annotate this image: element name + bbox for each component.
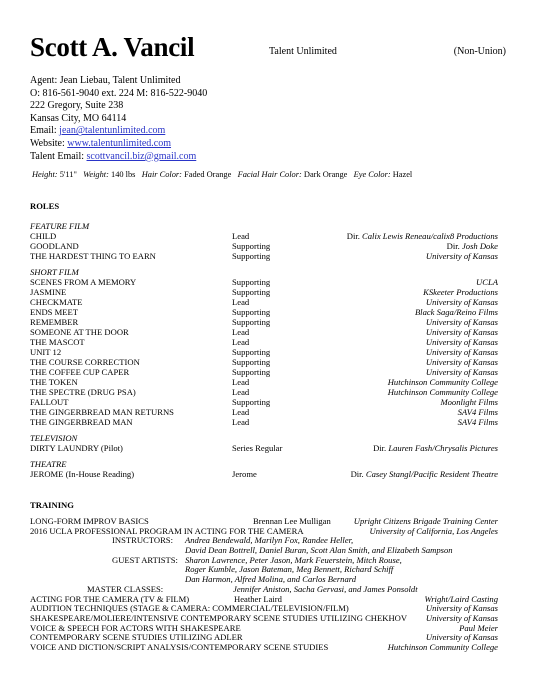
director-name: University of Kansas — [425, 251, 498, 261]
training-place: University of California, Los Angeles — [369, 525, 498, 536]
director-name: University of Kansas — [425, 337, 498, 347]
role-row — [30, 251, 506, 261]
role-type: Supporting — [232, 307, 271, 317]
weight-value: 140 lbs — [111, 170, 136, 179]
role-title: THE SPECTRE (DRUG PSA) — [30, 387, 136, 397]
facial-hair-value: Dark Orange — [303, 170, 348, 179]
role-director — [347, 231, 498, 241]
training-place: Hutchinson Community College — [387, 641, 498, 652]
role-type: Lead — [232, 337, 250, 347]
role-row — [30, 337, 506, 347]
role-director — [476, 277, 498, 287]
director-name: University of Kansas — [425, 297, 498, 307]
talent-email-line — [30, 151, 207, 164]
training-title: VOICE AND DICTION/SCRIPT ANALYSIS/CONTEMPORARY SCENE STUDIES — [30, 641, 329, 652]
training-instructor: Heather Laird — [234, 593, 282, 604]
director-name: SAV4 Films — [457, 417, 498, 427]
instructors-label: INSTRUCTORS: — [112, 535, 173, 546]
agency-name: Talent Unlimited — [269, 46, 337, 57]
role-type: Supporting — [232, 251, 271, 261]
guests-names: Roger Kumble, Jason Bateman, Meg Bennett, Richard Schiff — [185, 564, 394, 575]
training-title: ACTING FOR THE CAMERA (TV & FILM) — [30, 593, 190, 604]
role-title: JEROME (In-House Reading) — [30, 469, 135, 479]
master-label: MASTER CLASSES: — [87, 583, 164, 594]
role-type: Supporting — [232, 277, 271, 287]
role-row — [30, 387, 506, 397]
hair-value: Faded Orange — [184, 170, 232, 179]
role-director — [447, 241, 498, 251]
director-name: University of Kansas — [425, 357, 498, 367]
training-instructor: Brennan Lee Mulligan — [253, 516, 331, 526]
role-type: Supporting — [232, 397, 271, 407]
director-name: Casey Stangl/Pacific Resident Theatre — [365, 469, 498, 479]
role-type: Lead — [232, 417, 250, 427]
email-label: Email: — [30, 125, 60, 137]
role-category: FEATURE FILM — [30, 221, 90, 231]
email-line — [30, 125, 207, 138]
role-row — [30, 377, 506, 387]
role-director — [426, 357, 498, 367]
role-row — [30, 347, 506, 357]
role-title: FALLOUT — [30, 397, 69, 407]
director-name: Josh Doke — [461, 241, 498, 251]
director-name: University of Kansas — [425, 327, 498, 337]
role-type: Supporting — [232, 367, 271, 377]
training-title: AUDITION TECHNIQUES (STAGE & CAMERA: COMMERCIAL/TELEVISION/FILM) — [30, 603, 349, 614]
role-title: CHECKMATE — [30, 297, 83, 307]
director-name: SAV4 Films — [457, 407, 498, 417]
union-status: (Non-Union) — [453, 46, 506, 57]
role-type: Lead — [232, 297, 250, 307]
role-type: Lead — [232, 231, 250, 241]
role-title: THE HARDEST THING TO EARN — [30, 251, 156, 261]
training-list — [30, 517, 506, 653]
role-title: GOODLAND — [30, 241, 79, 251]
role-title: THE COFFEE CUP CAPER — [30, 367, 130, 377]
hair-label: Hair Color: — [141, 170, 182, 179]
role-type: Lead — [232, 327, 250, 337]
director-prefix: Dir. — [373, 443, 389, 453]
role-title: UNIT 12 — [30, 347, 62, 357]
role-director — [426, 251, 498, 261]
role-row — [30, 397, 506, 407]
role-director — [415, 307, 498, 317]
role-type: Supporting — [232, 347, 271, 357]
role-director — [426, 367, 498, 377]
role-type: Supporting — [232, 287, 271, 297]
agent-line: Agent: Jean Liebau, Talent Unlimited — [30, 75, 181, 86]
role-director — [426, 327, 498, 337]
training-heading: TRAINING — [30, 500, 74, 510]
director-prefix: Dir. — [350, 469, 366, 479]
role-type: Lead — [232, 377, 250, 387]
website-link[interactable]: www.talentunlimited.com — [67, 137, 172, 149]
role-title: THE COURSE CORRECTION — [30, 357, 140, 367]
role-title: THE TOKEN — [30, 377, 78, 387]
roles-heading: ROLES — [30, 201, 60, 211]
role-type: Lead — [232, 387, 250, 397]
director-prefix: Dir. — [446, 241, 462, 251]
role-director — [426, 347, 498, 357]
email-link[interactable]: jean@talentunlimited.com — [59, 125, 166, 137]
director-name: KSkeeter Productions — [423, 287, 498, 297]
director-name: Hutchinson Community College — [387, 387, 498, 397]
training-place: University of Kansas — [425, 612, 498, 623]
instructors-names: David Dean Bottrell, Daniel Buran, Scott Alan Smith, and Elizabeth Sampson — [185, 545, 453, 556]
role-director — [440, 397, 498, 407]
height-label: Height: — [32, 170, 58, 179]
address-line-1: 222 Gregory, Suite 238 — [30, 100, 124, 112]
role-director — [351, 469, 498, 479]
director-name: University of Kansas — [425, 367, 498, 377]
director-prefix: Dir. — [346, 231, 363, 241]
roles-list — [30, 221, 506, 479]
master-names: Jennifer Aniston, Sacha Gervasi, and James Ponsoldt — [233, 583, 418, 594]
role-type: Lead — [232, 407, 250, 417]
role-title: SCENES FROM A MEMORY — [30, 277, 137, 287]
role-title: ENDS MEET — [30, 307, 78, 317]
role-category: SHORT FILM — [30, 267, 79, 277]
role-row — [30, 297, 506, 307]
role-title: SOMEONE AT THE DOOR — [30, 327, 129, 337]
training-title: VOICE & SPEECH FOR ACTORS WITH SHAKESPEARE — [30, 622, 241, 633]
role-title: THE MASCOT — [30, 337, 85, 347]
role-type: Jerome — [232, 469, 257, 479]
training-rows — [30, 595, 506, 653]
director-name: Calix Lewis Reneau/calix8 Productions — [362, 231, 498, 241]
role-row — [30, 443, 506, 453]
training-place: Wright/Laird Casting — [424, 593, 498, 604]
role-title: DIRTY LAUNDRY (Pilot) — [30, 443, 123, 453]
role-row — [30, 287, 506, 297]
role-type: Supporting — [232, 317, 271, 327]
director-name: Black Saga/Reino Films — [414, 307, 498, 317]
training-place: University of Kansas — [425, 603, 498, 614]
role-row — [30, 241, 506, 251]
training-title: CONTEMPORARY SCENE STUDIES UTILIZING ADLER — [30, 632, 243, 643]
role-row — [30, 307, 506, 317]
director-name: Lauren Fash/Chrysalis Pictures — [388, 443, 498, 453]
guests-names: Dan Harmon, Alfred Molina, and Carlos Bernard — [185, 574, 357, 585]
guests-names: Sharon Lawrence, Peter Jason, Mark Feuerstein, Mitch Rouse, — [185, 554, 402, 565]
role-director — [373, 443, 498, 453]
website-line — [30, 138, 207, 151]
role-director — [423, 287, 498, 297]
role-director — [388, 377, 498, 387]
talent-email-label: Talent Email: — [30, 150, 87, 162]
role-title: THE GINGERBREAD MAN — [30, 417, 133, 427]
guests-label: GUEST ARTISTS: — [112, 554, 178, 565]
weight-label: Weight: — [83, 170, 109, 179]
role-director — [458, 407, 498, 417]
director-name: Hutchinson Community College — [387, 377, 498, 387]
director-name: Moonlight Films — [440, 397, 498, 407]
training-title: LONG-FORM IMPROV BASICS — [30, 516, 149, 526]
instructors-names: Andrea Bendewald, Marilyn Fox, Randee Heller, — [185, 535, 354, 546]
role-row — [30, 317, 506, 327]
training-place: Paul Meier — [459, 622, 498, 633]
role-row — [30, 231, 506, 241]
role-director — [426, 337, 498, 347]
role-row — [30, 469, 506, 479]
role-row — [30, 357, 506, 367]
director-name: University of Kansas — [425, 317, 498, 327]
role-director — [458, 417, 498, 427]
training-place: University of Kansas — [425, 632, 498, 643]
actor-name: Scott A. Vancil — [30, 32, 195, 62]
phone-line: O: 816-561-9040 ext. 224 M: 816-522-9040 — [30, 87, 208, 99]
role-title: CHILD — [30, 231, 57, 241]
training-title: SHAKESPEARE/MOLIERE/INTENSIVE CONTEMPORARY SCENE STUDIES UTILIZING CHEKHOV — [30, 612, 408, 623]
training-place: Upright Citizens Brigade Training Center — [353, 516, 498, 526]
talent-email-link[interactable]: scottvancil.biz@gmail.com — [86, 150, 197, 162]
director-name: UCLA — [476, 277, 498, 287]
role-title: JASMINE — [30, 287, 67, 297]
role-title: THE GINGERBREAD MAN RETURNS — [30, 407, 174, 417]
role-type: Supporting — [232, 357, 271, 367]
role-director — [426, 317, 498, 327]
website-label: Website: — [30, 137, 68, 149]
physical-stats — [32, 170, 412, 179]
height-value: 5'11" — [59, 170, 77, 179]
role-type: Supporting — [232, 241, 271, 251]
role-director — [426, 297, 498, 307]
director-name: University of Kansas — [425, 347, 498, 357]
resume-header — [30, 32, 506, 66]
role-category: THEATRE — [30, 459, 67, 469]
training-row — [30, 643, 506, 653]
role-category: TELEVISION — [30, 433, 78, 443]
role-row — [30, 367, 506, 377]
eye-value: Hazel — [392, 170, 413, 179]
eye-label: Eye Color: — [353, 170, 391, 179]
role-row — [30, 277, 506, 287]
facial-hair-label: Facial Hair Color: — [237, 170, 302, 179]
address-line-2: Kansas City, MO 64114 — [30, 112, 127, 124]
role-type: Series Regular — [232, 443, 283, 453]
contact-block — [30, 75, 207, 163]
role-director — [388, 387, 498, 397]
role-title: REMEMBER — [30, 317, 79, 327]
training-title: 2016 UCLA PROFESSIONAL PROGRAM IN ACTING FOR THE CAMERA — [30, 525, 304, 536]
role-row — [30, 327, 506, 337]
role-row — [30, 407, 506, 417]
role-row — [30, 417, 506, 427]
